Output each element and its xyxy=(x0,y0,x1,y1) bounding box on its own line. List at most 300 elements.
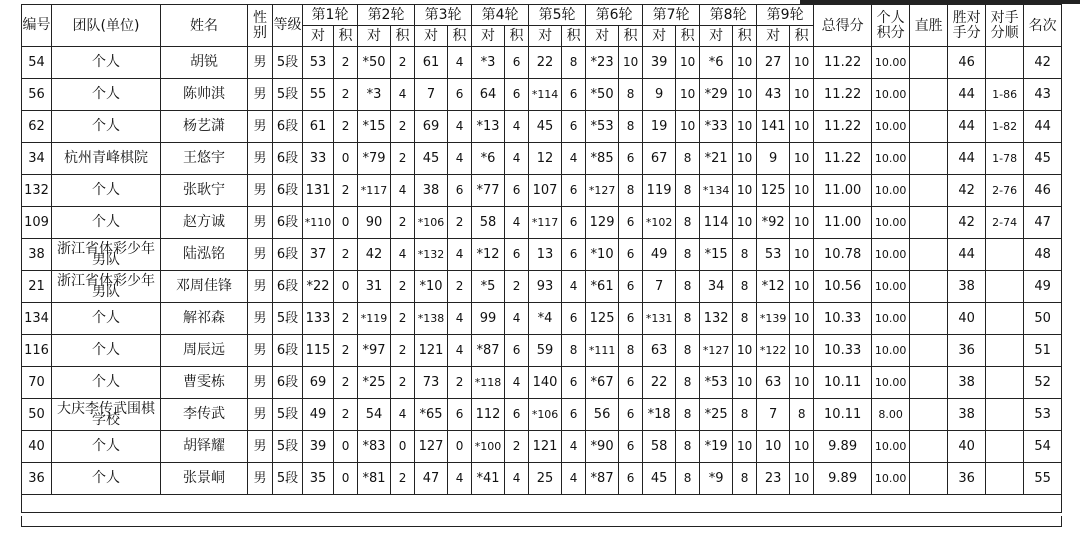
blank-row xyxy=(22,495,1062,513)
cell-opponent: *23 xyxy=(586,47,619,79)
cell-opponent: 38 xyxy=(415,175,448,207)
cell-personal: 10.00 xyxy=(872,463,910,495)
cell-total: 11.22 xyxy=(814,143,872,175)
cell-no: 62 xyxy=(22,111,52,143)
cell-points: 0 xyxy=(334,431,358,463)
cell-opponent: *100 xyxy=(472,431,505,463)
cell-opp-order xyxy=(986,431,1024,463)
cell-points: 8 xyxy=(733,239,757,271)
header-pts: 积 xyxy=(562,26,586,47)
cell-direct xyxy=(910,47,948,79)
cell-opponent: *111 xyxy=(586,335,619,367)
header-round: 第9轮 xyxy=(757,5,814,26)
cell-opp-order xyxy=(986,335,1024,367)
cell-opp-score: 36 xyxy=(948,335,986,367)
header-opp: 对 xyxy=(700,26,733,47)
cell-name: 邓周佳锋 xyxy=(161,271,248,303)
cell-points: 10 xyxy=(733,207,757,239)
cell-opponent: 64 xyxy=(472,79,505,111)
cell-rank: 51 xyxy=(1024,335,1062,367)
cell-points: 0 xyxy=(334,207,358,239)
cell-opponent: *12 xyxy=(757,271,790,303)
cell-points: 10 xyxy=(790,463,814,495)
cell-team: 个人 xyxy=(52,175,161,207)
cell-total: 11.00 xyxy=(814,175,872,207)
cell-points: 10 xyxy=(790,303,814,335)
cell-points: 6 xyxy=(448,175,472,207)
cell-points: 2 xyxy=(334,175,358,207)
cell-opponent: 49 xyxy=(303,399,334,431)
cell-opponent: 69 xyxy=(303,367,334,399)
cell-direct xyxy=(910,175,948,207)
cell-name: 张景峒 xyxy=(161,463,248,495)
cell-opponent: *118 xyxy=(472,367,505,399)
cell-points: 6 xyxy=(505,335,529,367)
cell-opponent: 114 xyxy=(700,207,733,239)
cell-opponent: *139 xyxy=(757,303,790,335)
cell-opponent: 61 xyxy=(415,47,448,79)
cell-points: 10 xyxy=(733,367,757,399)
cell-rank: 46 xyxy=(1024,175,1062,207)
cell-opponent: 58 xyxy=(643,431,676,463)
table-row xyxy=(22,399,1062,431)
cell-points: 10 xyxy=(790,207,814,239)
cell-points: 8 xyxy=(676,335,700,367)
cell-points: 4 xyxy=(505,111,529,143)
table-row xyxy=(22,207,1062,239)
cell-opponent: 49 xyxy=(643,239,676,271)
cell-opponent: 59 xyxy=(529,335,562,367)
header-opp: 对 xyxy=(586,26,619,47)
cell-points: 2 xyxy=(334,303,358,335)
cell-opponent: 39 xyxy=(643,47,676,79)
cell-total: 10.11 xyxy=(814,367,872,399)
header-row-1 xyxy=(22,5,1062,26)
cell-opponent: *117 xyxy=(529,207,562,239)
cell-rank: 52 xyxy=(1024,367,1062,399)
cell-gender: 男 xyxy=(248,431,273,463)
cell-opponent: 22 xyxy=(643,367,676,399)
header-round: 第2轮 xyxy=(358,5,415,26)
cell-points: 6 xyxy=(562,367,586,399)
cell-points: 4 xyxy=(448,143,472,175)
cell-personal: 10.00 xyxy=(872,431,910,463)
cell-points: 8 xyxy=(562,335,586,367)
cell-opponent: 129 xyxy=(586,207,619,239)
cell-opp-order: 1-78 xyxy=(986,143,1024,175)
header-round: 第4轮 xyxy=(472,5,529,26)
cell-points: 6 xyxy=(562,399,586,431)
cell-points: 2 xyxy=(448,207,472,239)
cell-opponent: *5 xyxy=(472,271,505,303)
cell-name: 陈帅淇 xyxy=(161,79,248,111)
cell-grade: 6段 xyxy=(273,271,303,303)
blank-cell xyxy=(22,495,1062,513)
cell-direct xyxy=(910,143,948,175)
cell-opponent: *83 xyxy=(358,431,391,463)
cell-rank: 53 xyxy=(1024,399,1062,431)
cell-points: 6 xyxy=(562,175,586,207)
cell-opponent: 45 xyxy=(415,143,448,175)
table-row xyxy=(22,271,1062,303)
standings-table xyxy=(21,4,1062,513)
cell-total: 10.33 xyxy=(814,303,872,335)
cell-grade: 5段 xyxy=(273,431,303,463)
cell-points: 10 xyxy=(733,111,757,143)
header-opp-score: 胜对手分 xyxy=(948,5,986,47)
header-opp: 对 xyxy=(529,26,562,47)
cell-gender: 男 xyxy=(248,175,273,207)
cell-points: 10 xyxy=(733,143,757,175)
cell-direct xyxy=(910,463,948,495)
cell-personal: 10.00 xyxy=(872,111,910,143)
cell-opponent: 13 xyxy=(529,239,562,271)
cell-opponent: *122 xyxy=(757,335,790,367)
cell-gender: 男 xyxy=(248,399,273,431)
cell-points: 10 xyxy=(733,431,757,463)
cell-opponent: *85 xyxy=(586,143,619,175)
cell-points: 8 xyxy=(733,303,757,335)
cell-opp-score: 46 xyxy=(948,47,986,79)
cell-opponent: *81 xyxy=(358,463,391,495)
cell-opponent: *77 xyxy=(472,175,505,207)
cell-grade: 6段 xyxy=(273,143,303,175)
cell-points: 6 xyxy=(619,463,643,495)
cell-opponent: *127 xyxy=(586,175,619,207)
cell-personal: 10.00 xyxy=(872,303,910,335)
cell-rank: 47 xyxy=(1024,207,1062,239)
cell-opponent: 93 xyxy=(529,271,562,303)
cell-points: 10 xyxy=(733,335,757,367)
cell-points: 6 xyxy=(619,399,643,431)
cell-opponent: *25 xyxy=(700,399,733,431)
cell-opponent: 58 xyxy=(472,207,505,239)
cell-opponent: 9 xyxy=(757,143,790,175)
cell-opponent: *21 xyxy=(700,143,733,175)
table-row xyxy=(22,335,1062,367)
cell-opponent: *92 xyxy=(757,207,790,239)
cell-opponent: 37 xyxy=(303,239,334,271)
cell-points: 0 xyxy=(334,463,358,495)
cell-opponent: *53 xyxy=(700,367,733,399)
cell-team: 个人 xyxy=(52,47,161,79)
table-row xyxy=(22,463,1062,495)
cell-opponent: *10 xyxy=(586,239,619,271)
cell-name: 李传武 xyxy=(161,399,248,431)
cell-opponent: 53 xyxy=(303,47,334,79)
cell-no: 116 xyxy=(22,335,52,367)
cell-opponent: *90 xyxy=(586,431,619,463)
cell-points: 0 xyxy=(391,431,415,463)
header-rank: 名次 xyxy=(1024,5,1062,47)
cell-grade: 6段 xyxy=(273,335,303,367)
cell-opponent: 107 xyxy=(529,175,562,207)
cell-opponent: 23 xyxy=(757,463,790,495)
header-personal: 个人积分 xyxy=(872,5,910,47)
cell-points: 6 xyxy=(562,111,586,143)
cell-opponent: *132 xyxy=(415,239,448,271)
cell-opponent: *15 xyxy=(700,239,733,271)
cell-points: 6 xyxy=(562,207,586,239)
cell-personal: 10.00 xyxy=(872,175,910,207)
cell-opponent: *127 xyxy=(700,335,733,367)
header-pts: 积 xyxy=(619,26,643,47)
cell-points: 6 xyxy=(562,79,586,111)
cell-opponent: *13 xyxy=(472,111,505,143)
cell-points: 2 xyxy=(334,111,358,143)
cell-gender: 男 xyxy=(248,239,273,271)
cell-personal: 10.00 xyxy=(872,47,910,79)
cell-opponent: 19 xyxy=(643,111,676,143)
cell-opp-score: 44 xyxy=(948,111,986,143)
cell-points: 10 xyxy=(676,47,700,79)
cell-gender: 男 xyxy=(248,303,273,335)
cell-points: 10 xyxy=(790,175,814,207)
cell-opponent: 39 xyxy=(303,431,334,463)
cell-opponent: 99 xyxy=(472,303,505,335)
cell-no: 40 xyxy=(22,431,52,463)
cell-direct xyxy=(910,367,948,399)
cell-grade: 5段 xyxy=(273,303,303,335)
cell-points: 6 xyxy=(505,175,529,207)
cell-opponent: *4 xyxy=(529,303,562,335)
cell-personal: 10.00 xyxy=(872,271,910,303)
cell-team: 个人 xyxy=(52,207,161,239)
cell-grade: 5段 xyxy=(273,463,303,495)
cell-points: 6 xyxy=(505,239,529,271)
cell-points: 2 xyxy=(391,367,415,399)
cell-opp-score: 40 xyxy=(948,303,986,335)
cell-points: 0 xyxy=(334,143,358,175)
cell-points: 6 xyxy=(505,47,529,79)
cell-total: 11.00 xyxy=(814,207,872,239)
cell-opponent: *106 xyxy=(529,399,562,431)
cell-grade: 6段 xyxy=(273,207,303,239)
cell-gender: 男 xyxy=(248,111,273,143)
cell-points: 8 xyxy=(676,303,700,335)
cell-gender: 男 xyxy=(248,143,273,175)
cell-points: 10 xyxy=(790,271,814,303)
cell-points: 4 xyxy=(391,79,415,111)
cell-points: 8 xyxy=(619,79,643,111)
cell-points: 8 xyxy=(733,399,757,431)
cell-points: 2 xyxy=(334,47,358,79)
cell-opp-order xyxy=(986,47,1024,79)
cell-points: 6 xyxy=(619,303,643,335)
table-row xyxy=(22,47,1062,79)
cell-no: 50 xyxy=(22,399,52,431)
cell-no: 132 xyxy=(22,175,52,207)
cell-grade: 6段 xyxy=(273,367,303,399)
cell-personal: 10.00 xyxy=(872,207,910,239)
cell-opponent: 45 xyxy=(529,111,562,143)
cell-points: 4 xyxy=(562,463,586,495)
cell-total: 11.22 xyxy=(814,47,872,79)
cell-opponent: 7 xyxy=(415,79,448,111)
cell-points: 6 xyxy=(619,367,643,399)
cell-points: 6 xyxy=(562,303,586,335)
cell-opp-score: 42 xyxy=(948,175,986,207)
cell-points: 10 xyxy=(733,47,757,79)
header-pts: 积 xyxy=(334,26,358,47)
cell-points: 10 xyxy=(790,239,814,271)
cell-opponent: 54 xyxy=(358,399,391,431)
cell-points: 8 xyxy=(676,399,700,431)
cell-opponent: 31 xyxy=(358,271,391,303)
cell-opponent: *50 xyxy=(358,47,391,79)
cell-points: 0 xyxy=(448,431,472,463)
cell-opponent: *10 xyxy=(415,271,448,303)
cell-points: 8 xyxy=(676,143,700,175)
cell-opponent: 55 xyxy=(303,79,334,111)
cell-points: 8 xyxy=(562,47,586,79)
cell-points: 10 xyxy=(676,111,700,143)
cell-opp-score: 42 xyxy=(948,207,986,239)
cell-opponent: 43 xyxy=(757,79,790,111)
cell-opponent: 127 xyxy=(415,431,448,463)
cell-points: 10 xyxy=(790,335,814,367)
cell-points: 8 xyxy=(676,239,700,271)
cell-total: 9.89 xyxy=(814,431,872,463)
header-pts: 积 xyxy=(733,26,757,47)
cell-opponent: 69 xyxy=(415,111,448,143)
cell-points: 2 xyxy=(391,47,415,79)
cell-points: 8 xyxy=(676,431,700,463)
header-pts: 积 xyxy=(790,26,814,47)
cell-points: 2 xyxy=(391,335,415,367)
cell-personal: 10.00 xyxy=(872,79,910,111)
cell-opponent: 67 xyxy=(643,143,676,175)
cell-gender: 男 xyxy=(248,79,273,111)
cell-opponent: 35 xyxy=(303,463,334,495)
cell-points: 4 xyxy=(505,463,529,495)
cell-points: 8 xyxy=(676,207,700,239)
cell-total: 11.22 xyxy=(814,79,872,111)
cell-opponent: *29 xyxy=(700,79,733,111)
cell-points: 4 xyxy=(562,143,586,175)
header-total: 总得分 xyxy=(814,5,872,47)
cell-points: 6 xyxy=(619,239,643,271)
cell-direct xyxy=(910,207,948,239)
cell-total: 9.89 xyxy=(814,463,872,495)
cell-points: 4 xyxy=(562,271,586,303)
cell-points: 6 xyxy=(505,79,529,111)
cell-points: 2 xyxy=(334,335,358,367)
cell-points: 6 xyxy=(619,271,643,303)
cell-name: 杨艺潇 xyxy=(161,111,248,143)
cell-opponent: *106 xyxy=(415,207,448,239)
cell-opponent: 112 xyxy=(472,399,505,431)
cell-opponent: *138 xyxy=(415,303,448,335)
cell-no: 70 xyxy=(22,367,52,399)
cell-opponent: *102 xyxy=(643,207,676,239)
cell-opponent: *61 xyxy=(586,271,619,303)
cell-opponent: 125 xyxy=(586,303,619,335)
cell-points: 6 xyxy=(562,239,586,271)
cell-direct xyxy=(910,399,948,431)
cell-gender: 男 xyxy=(248,335,273,367)
table-footer-strip xyxy=(21,516,1062,527)
cell-name: 曹雯栋 xyxy=(161,367,248,399)
cell-total: 10.78 xyxy=(814,239,872,271)
cell-opponent: *25 xyxy=(358,367,391,399)
cell-points: 4 xyxy=(448,335,472,367)
cell-opponent: 9 xyxy=(643,79,676,111)
cell-opponent: *12 xyxy=(472,239,505,271)
table-row xyxy=(22,175,1062,207)
cell-rank: 55 xyxy=(1024,463,1062,495)
header-round: 第5轮 xyxy=(529,5,586,26)
cell-points: 8 xyxy=(619,335,643,367)
cell-opponent: *9 xyxy=(700,463,733,495)
header-direct: 直胜 xyxy=(910,5,948,47)
cell-rank: 54 xyxy=(1024,431,1062,463)
header-pts: 积 xyxy=(391,26,415,47)
header-opp: 对 xyxy=(757,26,790,47)
cell-points: 2 xyxy=(334,367,358,399)
cell-points: 10 xyxy=(790,431,814,463)
cell-opp-order: 2-74 xyxy=(986,207,1024,239)
cell-total: 10.56 xyxy=(814,271,872,303)
cell-team: 个人 xyxy=(52,463,161,495)
cell-total: 10.33 xyxy=(814,335,872,367)
cell-opp-order xyxy=(986,271,1024,303)
cell-opponent: 132 xyxy=(700,303,733,335)
header-round: 第3轮 xyxy=(415,5,472,26)
table-body xyxy=(22,47,1062,513)
cell-opponent: *6 xyxy=(700,47,733,79)
cell-points: 4 xyxy=(505,367,529,399)
cell-opponent: 131 xyxy=(303,175,334,207)
cell-direct xyxy=(910,431,948,463)
cell-points: 2 xyxy=(391,463,415,495)
cell-total: 11.22 xyxy=(814,111,872,143)
cell-opp-order xyxy=(986,303,1024,335)
cell-points: 8 xyxy=(619,175,643,207)
cell-opponent: 119 xyxy=(643,175,676,207)
cell-points: 4 xyxy=(505,303,529,335)
cell-opp-order xyxy=(986,399,1024,431)
header-no: 编号 xyxy=(22,5,52,47)
cell-name: 胡铎耀 xyxy=(161,431,248,463)
cell-points: 4 xyxy=(448,303,472,335)
cell-opp-score: 44 xyxy=(948,143,986,175)
cell-personal: 10.00 xyxy=(872,367,910,399)
cell-opp-order xyxy=(986,463,1024,495)
cell-team: 个人 xyxy=(52,303,161,335)
cell-opponent: 141 xyxy=(757,111,790,143)
cell-points: 8 xyxy=(676,271,700,303)
cell-direct xyxy=(910,335,948,367)
cell-points: 2 xyxy=(391,143,415,175)
cell-team: 个人 xyxy=(52,367,161,399)
cell-points: 2 xyxy=(391,207,415,239)
cell-points: 8 xyxy=(619,111,643,143)
cell-opponent: *41 xyxy=(472,463,505,495)
cell-opponent: 53 xyxy=(757,239,790,271)
cell-team: 个人 xyxy=(52,335,161,367)
cell-opponent: 34 xyxy=(700,271,733,303)
cell-opponent: 90 xyxy=(358,207,391,239)
cell-points: 2 xyxy=(334,399,358,431)
cell-opp-score: 38 xyxy=(948,399,986,431)
cell-points: 6 xyxy=(619,207,643,239)
header-opp: 对 xyxy=(415,26,448,47)
cell-team: 浙江省体彩少年男队 xyxy=(52,271,161,303)
cell-grade: 5段 xyxy=(273,399,303,431)
header-team: 团队(单位) xyxy=(52,5,161,47)
cell-name: 赵方诚 xyxy=(161,207,248,239)
